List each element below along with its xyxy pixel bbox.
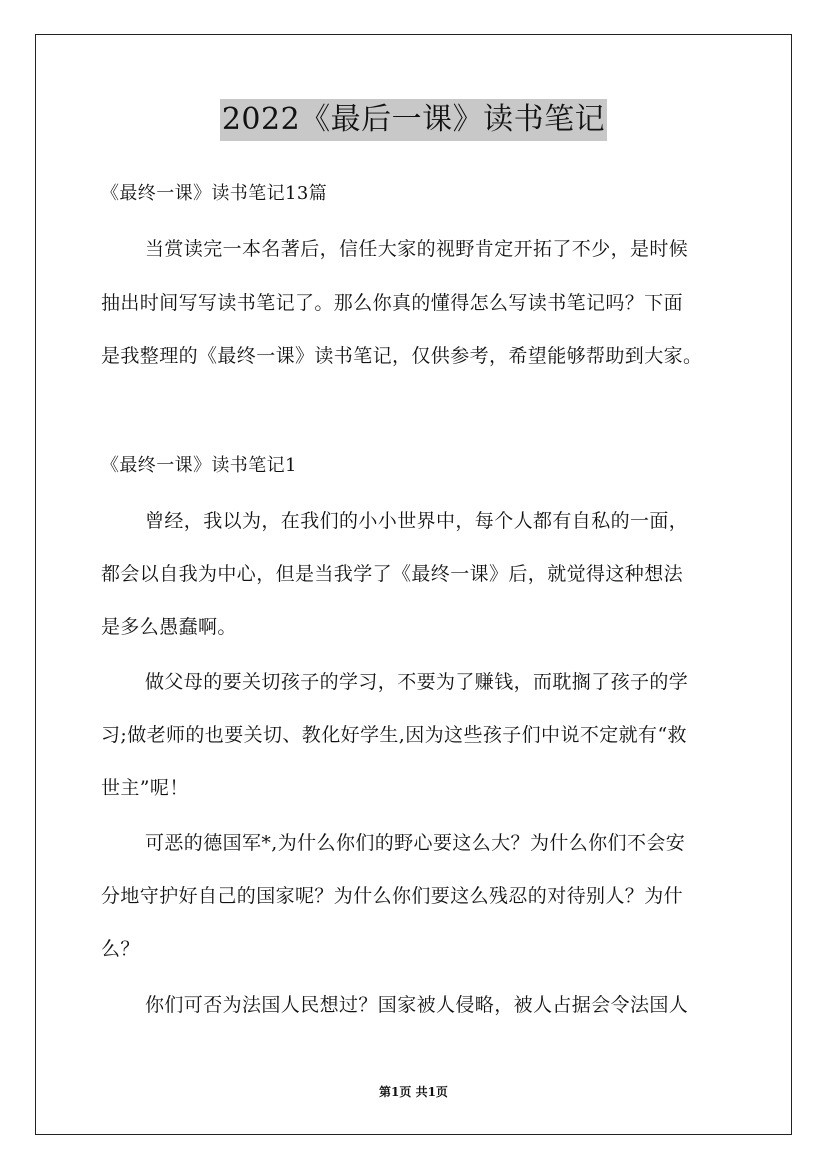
paragraph-line: 可恶的德国军*,为什么你们的野心要这么大？为什么你们不会安: [145, 832, 686, 854]
intro-line: 抽出时间写写读书笔记了。那么你真的懂得怎么写读书笔记吗？下面: [101, 292, 684, 314]
intro-line: 当赏读完一本名著后，信任大家的视野肯定开拓了不少，是时候: [145, 238, 689, 260]
page-footer: [0, 1084, 827, 1100]
paragraph-line: 习;做老师的也要关切、教化好学生,因为这些孩子们中说不定就有“救: [101, 724, 687, 746]
paragraph-line: 做父母的要关切孩子的学习，不要为了赚钱，而耽搁了孩子的学: [145, 671, 689, 693]
paragraph-line: 是多么愚蠢啊。: [101, 616, 237, 638]
section-heading: 《最终一课》读书笔记1: [101, 455, 297, 476]
document-title: 2022《最后一课》读书笔记: [220, 99, 607, 141]
page-number: 第1页 共1页: [379, 1085, 448, 1099]
document-title-wrap: [0, 99, 827, 141]
paragraph-line: 世主”呢！: [101, 777, 189, 799]
intro-line: 是我整理的《最终一课》读书笔记，仅供参考，希望能够帮助到大家。: [101, 345, 703, 367]
document-subtitle: 《最终一课》读书笔记13篇: [101, 183, 328, 204]
paragraph-line: 分地守护好自己的国家呢？为什么你们要这么残忍的对待别人？为什: [101, 885, 684, 907]
paragraph-line: 都会以自我为中心，但是当我学了《最终一课》后，就觉得这种想法: [101, 563, 684, 585]
paragraph-line: 曾经，我以为，在我们的小小世界中，每个人都有自私的一面，: [145, 510, 689, 532]
paragraph-line: 么？: [101, 938, 140, 960]
paragraph-line: 你们可否为法国人民想过？国家被人侵略，被人占据会令法国人: [145, 994, 689, 1016]
